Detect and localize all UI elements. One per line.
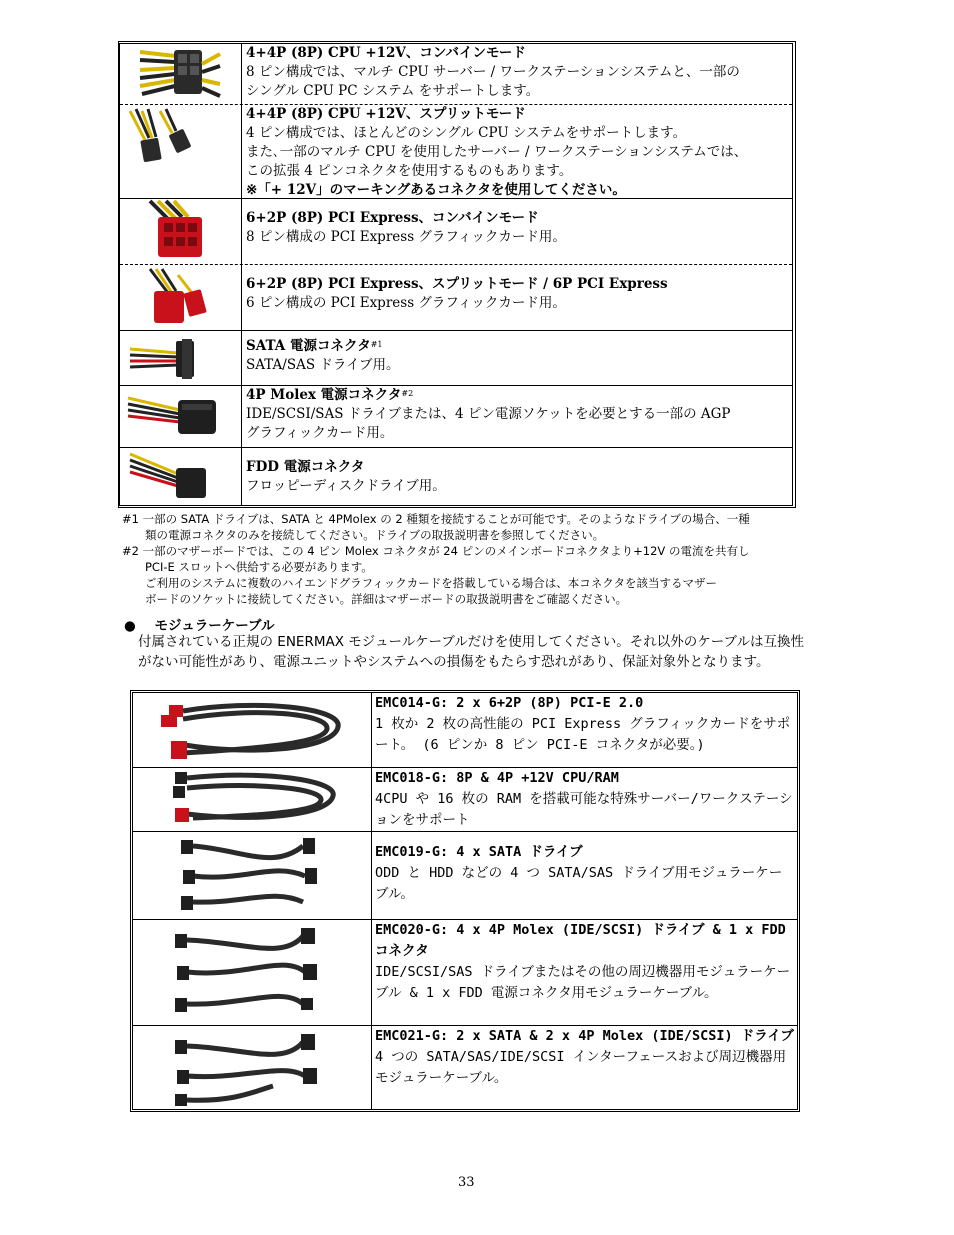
cable-row [133,768,797,832]
footnote-ref: #2 [401,389,414,398]
connector-desc-line: 4 ピン構成では、ほとんどのシングル CPU システムをサポートします。 [246,125,687,141]
cable-desc: 4 つの SATA/SAS/IDE/SCSI インターフェースおよび周辺機器用モジュラーケーブル。 [375,1049,787,1086]
cable-table [130,690,800,1112]
section-heading [124,614,275,634]
cable-row [133,832,797,920]
connector-row [120,448,792,506]
cable-row [133,693,797,768]
molex-connector-image [120,386,242,447]
pcie-split-connector-image [120,265,242,330]
cable-title: EMC021-G: 2 x SATA & 2 x 4P Molex (IDE/SCSI) ドライブ [375,1028,794,1044]
connector-title: 6+2P (8P) PCI Express、スプリットモード / 6P PCI Express [246,276,668,292]
cable-row [133,920,797,1026]
bullet-icon: ● [124,618,136,634]
connector-title: 4P Molex 電源コネクタ [246,387,402,403]
connector-row [120,199,792,265]
footnotes [122,511,822,607]
footnote-line: #2 一部のマザーボードでは、この 4 ピン Molex コネクタが 24 ピンのメインボードコネクタより+12V の電流を共有し [122,544,750,558]
connector-note: ※「+ 12V」のマーキングあるコネクタを使用してください。 [246,182,626,198]
connector-desc-line: この拡張 4 ピンコネクタを使用するものもあります。 [246,163,573,179]
section-heading-text: モジュラーケーブル [154,618,275,634]
footnote-line: #1 一部の SATA ドライブは、SATA と 4PMolex の 2 種類を接続することが可能です。そのようなドライブの場合、一種 [122,512,750,526]
cable-desc: ODD と HDD などの 4 つ SATA/SAS ドライブ用モジュラーケーブル。 [375,865,783,902]
connector-title: 4+4P (8P) CPU +12V、スプリットモード [246,106,526,122]
connector-row [120,386,792,448]
cpu-split-connector-image [120,105,242,198]
connector-desc-line: グラフィックカード用。 [246,425,394,441]
molex-fdd-cable-image [133,920,372,1025]
pcie-cable-image [133,693,372,767]
connector-desc-line: シングル CPU PC システム をサポートします。 [246,83,540,99]
connector-title: SATA 電源コネクタ [246,338,371,354]
footnote-line: ボードのソケットに接続してください。詳細はマザーボードの取扱説明書をご確認ください。 [122,592,628,606]
footnote-ref: #1 [370,340,383,349]
cable-title: EMC018-G: 8P & 4P +12V CPU/RAM [375,770,619,786]
connector-title: 6+2P (8P) PCI Express、コンバインモード [246,210,539,226]
footnote-line: 類の電源コネクタのみを接続してください。ドライブの取扱説明書を参照してください。 [122,528,605,542]
cable-title: EMC020-G: 4 x 4P Molex (IDE/SCSI) ドライブ & 1 x FDD コネクタ [375,922,786,959]
connector-row [120,331,792,386]
pcie-8pin-connector-image [120,199,242,264]
connector-table [118,41,796,508]
fdd-connector-image [120,448,242,506]
sata-connector-image [120,331,242,385]
connector-desc-line: 8 ピン構成では、マルチ CPU サーバー / ワークステーションシステムと、一部の [246,64,740,80]
connector-title: 4+4P (8P) CPU +12V、コンバインモード [246,45,526,61]
sata-molex-cable-image [133,1026,372,1109]
cable-title: EMC014-G: 2 x 6+2P (8P) PCI-E 2.0 [375,695,644,711]
cable-desc: IDE/SCSI/SAS ドライブまたはその他の周辺機器用モジュラーケーブル & 1 x FDD 電源コネクタ用モジュラーケーブル。 [375,964,791,1001]
cable-desc: 1 枚か 2 枚の高性能の PCI Express グラフィックカードをサポート。 (6 ピンか 8 ピン PCI-E コネクタが必要。) [375,716,791,753]
connector-row [120,44,792,105]
section-paragraph: 付属されている正規の ENERMAX モジュールケーブルだけを使用してください。それ以外のケーブルは互換性がない可能性があり、電源ユニットやシステムへの損傷をもたらす恐れがあり、保証対象外となります。 [138,634,805,670]
footnote-line: PCI-E スロットへ供給する必要があります。 [122,560,373,574]
connector-desc-line: SATA/SAS ドライブ用。 [246,357,400,373]
cpu-ram-cable-image [133,768,372,831]
connector-desc-line: 8 ピン構成の PCI Express グラフィックカード用。 [246,229,566,245]
cable-desc: 4CPU や 16 枚の RAM を搭載可能な特殊サーバー/ワークステーションをサポート [375,791,793,828]
connector-row [120,105,792,199]
page-number: 33 [458,1175,475,1190]
connector-title: FDD 電源コネクタ [246,459,365,475]
cable-row [133,1026,797,1109]
connector-desc-line: IDE/SCSI/SAS ドライブまたは、4 ピン電源ソケットを必要とする一部の AGP [246,406,731,422]
connector-desc-line: フロッピーディスクドライブ用。 [246,478,446,494]
connector-row [120,265,792,331]
cpu-8pin-connector-image [120,44,242,104]
footnote-line: ご利用のシステムに複数のハイエンドグラフィックカードを搭載している場合は、本コネクタを該当するマザー [122,576,718,590]
connector-desc-line: 6 ピン構成の PCI Express グラフィックカード用。 [246,295,566,311]
cable-title: EMC019-G: 4 x SATA ドライブ [375,844,583,860]
connector-desc-line: また､一部のマルチ CPU を使用したサーバー / ワークステーションシステムでは、 [246,144,748,160]
sata-cable-image [133,832,372,919]
